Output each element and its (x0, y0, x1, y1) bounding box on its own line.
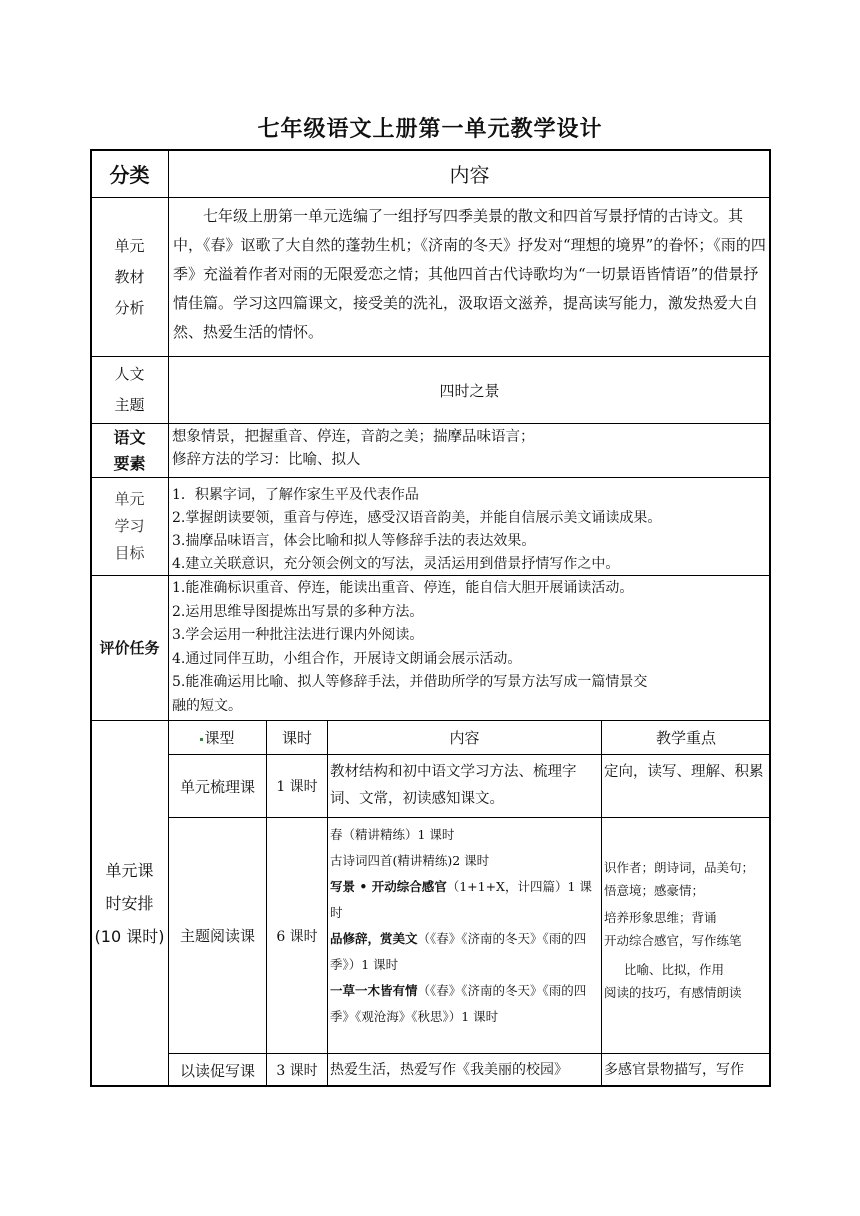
reading-line-4 (330, 926, 599, 978)
bullet-mark (200, 738, 203, 741)
elements-label-1: 语文 (113, 427, 146, 447)
reading-line-5 (330, 978, 599, 1030)
goal-4: 4.建立关联意识，充分领会例文的写法，灵活运用到借景抒情写作之中。 (172, 556, 620, 572)
reading-line-5-rest: （《春》《济南的冬天》《雨的四季》《观沧海》《秋思》）1 课时 (330, 983, 587, 1024)
focus-line-5: 比喻、比拟，作用 (624, 962, 725, 977)
focus-line-1: 识作者；朗诗词，品美句； (604, 860, 755, 875)
row2-hours: 6 课时 (266, 817, 328, 1054)
schedule-label-2: 时安排 (105, 894, 154, 913)
row3-focus: 多感官景物描写，写作 (601, 1053, 771, 1087)
evaluation-item-5: 5.能准确运用比喻、拟人等修辞手法，并借助所学的写景方法写成一篇情景交 (172, 674, 648, 690)
reading-line-1: 春（精讲精练）1 课时 (330, 827, 455, 842)
analysis-label-2: 教材 (114, 267, 145, 286)
row2-type: 主题阅读课 (168, 817, 267, 1054)
row1-type: 单元梳理课 (168, 754, 267, 818)
row3-type: 以读促写课 (168, 1053, 267, 1087)
analysis-label-1: 单元 (114, 236, 145, 255)
schedule-label-1: 单元课 (105, 861, 154, 880)
evaluation-item-5-cont: 融的短文。 (172, 697, 242, 714)
goals-label-1: 单元 (114, 490, 145, 508)
schedule-label-3: (10 课时) (94, 927, 165, 946)
theme-label-2: 主题 (114, 396, 145, 414)
goals-label-cell (90, 477, 169, 576)
col-content-header: 内容 (327, 720, 602, 755)
theme-label-cell (90, 356, 169, 424)
elements-line-1: 想象情景，把握重音、停连，音韵之美；揣摩品味语言； (172, 429, 535, 445)
reading-line-4-rest: （《春》《济南的冬天》《雨的四季》）1 课时 (330, 931, 587, 972)
header-content: 内容 (168, 149, 771, 198)
goal-1: 1．积累字词，了解作家生平及代表作品 (172, 487, 419, 503)
theme-label-1: 人文 (114, 365, 145, 383)
schedule-label-cell (90, 720, 169, 1087)
col-focus-header: 教学重点 (601, 720, 771, 755)
analysis-text: 七年级上册第一单元选编了一组抒写四季美景的散文和四首写景抒情的古诗文。其中，《春》讴歌了大自然的蓬勃生机；《济南的冬天》抒发对“理想的境界”的眷怀；《雨的四季》充溢着作者对雨的无限爱恋之情；其他四首古代诗歌均为“一切景语皆情语”的借景抒情佳篇。学习这四篇课文，接受美的洗礼，汲取语文滋养，提高读写能力，激发热爱大自然、热爱生活的情怀。 (168, 197, 771, 357)
reading-line-3-bold: 写景 • 开动综合感官 (330, 879, 447, 894)
header-category: 分类 (90, 149, 169, 198)
elements-label-cell (90, 423, 169, 478)
goals-cell (168, 477, 771, 576)
reading-line-4-bold: 品修辞，赏美文 (330, 931, 418, 946)
reading-line-3-rest: （1+1+X，计四篇）1 课时 (330, 879, 592, 920)
evaluation-item-4: 4.通过同伴互助，小组合作，开展诗文朗诵会展示活动。 (172, 650, 522, 667)
col-type-label: 课型 (204, 729, 235, 747)
col-hours-header: 课时 (266, 720, 328, 755)
analysis-label-3: 分析 (114, 298, 145, 317)
focus-line-3: 培养形象思维；背诵 (604, 910, 717, 925)
evaluation-item-2: 2.运用思维导图提炼出写景的多种方法。 (172, 603, 424, 620)
focus-line-2: 悟意境；感豪情； (604, 883, 705, 898)
row1-content: 教材结构和初中语文学习方法、梳理字词、文常，初读感知课文。 (327, 754, 602, 818)
elements-cell (168, 423, 771, 478)
reading-line-2: 古诗词四首(精讲精练)2 课时 (330, 853, 490, 868)
row1-hours: 1 课时 (266, 754, 328, 818)
evaluation-item-1: 1.能准确标识重音、停连，能读出重音、停连，能自信大胆开展诵读活动。 (172, 580, 634, 596)
goal-3: 3.揣摩品味语言，体会比喻和拟人等修辞手法的表达效果。 (172, 533, 536, 549)
evaluation-label: 评价任务 (90, 575, 169, 721)
focus-line-4: 开动综合感官，写作练笔 (604, 933, 742, 948)
goals-label-2: 学习 (114, 517, 145, 535)
elements-line-2: 修辞方法的学习：比喻、拟人 (172, 452, 361, 468)
goals-label-3: 目标 (114, 544, 145, 562)
page-title: 七年级语文上册第一单元教学设计 (257, 117, 603, 142)
row1-focus: 定向，读写、理解、积累 (601, 754, 771, 818)
row3-content: 热爱生活，热爱写作《我美丽的校园》 (327, 1053, 602, 1087)
evaluation-cell (168, 575, 771, 721)
analysis-label-cell (90, 197, 169, 357)
theme-text: 四时之景 (168, 356, 771, 424)
evaluation-item-3: 3.学会运用一种批注法进行课内外阅读。 (172, 627, 424, 643)
elements-label-2: 要素 (113, 453, 146, 473)
reading-line-3 (330, 874, 599, 926)
row2-focus (601, 817, 771, 1054)
reading-line-5-bold: 一草一木皆有情 (330, 983, 418, 998)
col-type-header (168, 720, 267, 755)
goal-2: 2.掌握朗读要领，重音与停连，感受汉语音韵美，并能自信展示美文诵读成果。 (172, 510, 662, 526)
row2-content (327, 817, 602, 1054)
focus-line-6: 阅读的技巧，有感情朗读 (604, 985, 742, 1000)
row3-hours: 3 课时 (266, 1053, 328, 1087)
